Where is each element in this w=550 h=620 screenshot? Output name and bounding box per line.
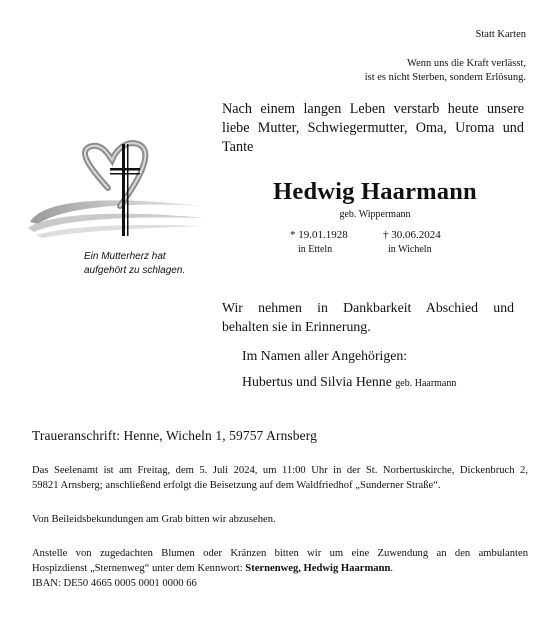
donation-keyword: Sternenweg, Hedwig Haarmann (245, 563, 391, 574)
cross-vertical (122, 144, 125, 236)
birth-place: in Etteln (298, 244, 333, 255)
family-born-name: geb. Haarmann (395, 378, 457, 389)
announcement-line: liebe Mutter, Schwiegermutter, Oma, Uroma und (222, 120, 524, 136)
donation-text: Hospizdienst „Sternenweg“ unter dem Kennwort: (32, 563, 246, 574)
death-date: † 30.06.2024 (383, 229, 441, 241)
death-announcement-text (222, 100, 524, 157)
announcement-line: Nach einem langen Leben verstarb heute unsere (222, 101, 524, 117)
donation-line (32, 561, 528, 576)
epigraph-quote (365, 57, 526, 85)
quote-line: ist es nicht Sterben, sondern Erlösung. (364, 72, 526, 83)
donation-info (32, 546, 528, 591)
donation-text-end: . (390, 563, 394, 574)
cross-horizontal (110, 168, 140, 171)
mourning-address: Traueranschrift: Henne, Wicheln 1, 59757 Arnsberg (32, 428, 317, 443)
deceased-name: Hedwig Haarmann (273, 178, 477, 205)
donation-line: Anstelle von zugedachten Blumen oder Kränzen bitten wir um eine Zuwendung an den ambulanten (32, 548, 528, 559)
caption-line: aufgehört zu schlagen. (84, 265, 186, 276)
condolence-note: Von Beileidsbekundungen am Grab bitten wir abzusehen. (32, 514, 276, 525)
service-line: Das Seelenamt ist am Freitag, dem 5. Juli 2024, um 11:00 Uhr in der St. Norbertuskirche, Dickenbruch 2, (32, 465, 528, 476)
farewell-line: behalten sie in Erinnerung. (222, 319, 371, 334)
family-names-line (242, 374, 456, 390)
emblem-caption (84, 250, 185, 278)
heart-cross-emblem-icon (24, 136, 204, 246)
farewell-text (222, 298, 514, 336)
caption-line: Ein Mutterherz hat (84, 251, 166, 262)
farewell-line: Wir nehmen in Dankbarkeit Abschied und (222, 300, 514, 315)
cross-horizontal (110, 173, 140, 175)
cross-vertical (127, 144, 129, 236)
donation-iban: IBAN: DE50 4665 0005 0001 0000 66 (32, 578, 197, 589)
birth-date: * 19.01.1928 (290, 229, 348, 241)
death-place: in Wicheln (388, 244, 432, 255)
family-intro: Im Namen aller Angehörigen: (242, 348, 408, 363)
deceased-born-name: geb. Wippermann (339, 209, 411, 220)
service-line: 59821 Arnsberg; anschließend erfolgt die Beisetzung auf dem Waldfriedhof „Sunderner Straße“. (32, 480, 441, 491)
quote-line: Wenn uns die Kraft verlässt, (407, 58, 526, 69)
family-names: Hubertus und Silvia Henne (242, 374, 392, 389)
announcement-line: Tante (222, 139, 254, 155)
service-info (32, 463, 528, 493)
swoosh-shape (36, 225, 200, 238)
statt-karten-label: Statt Karten (475, 29, 526, 40)
